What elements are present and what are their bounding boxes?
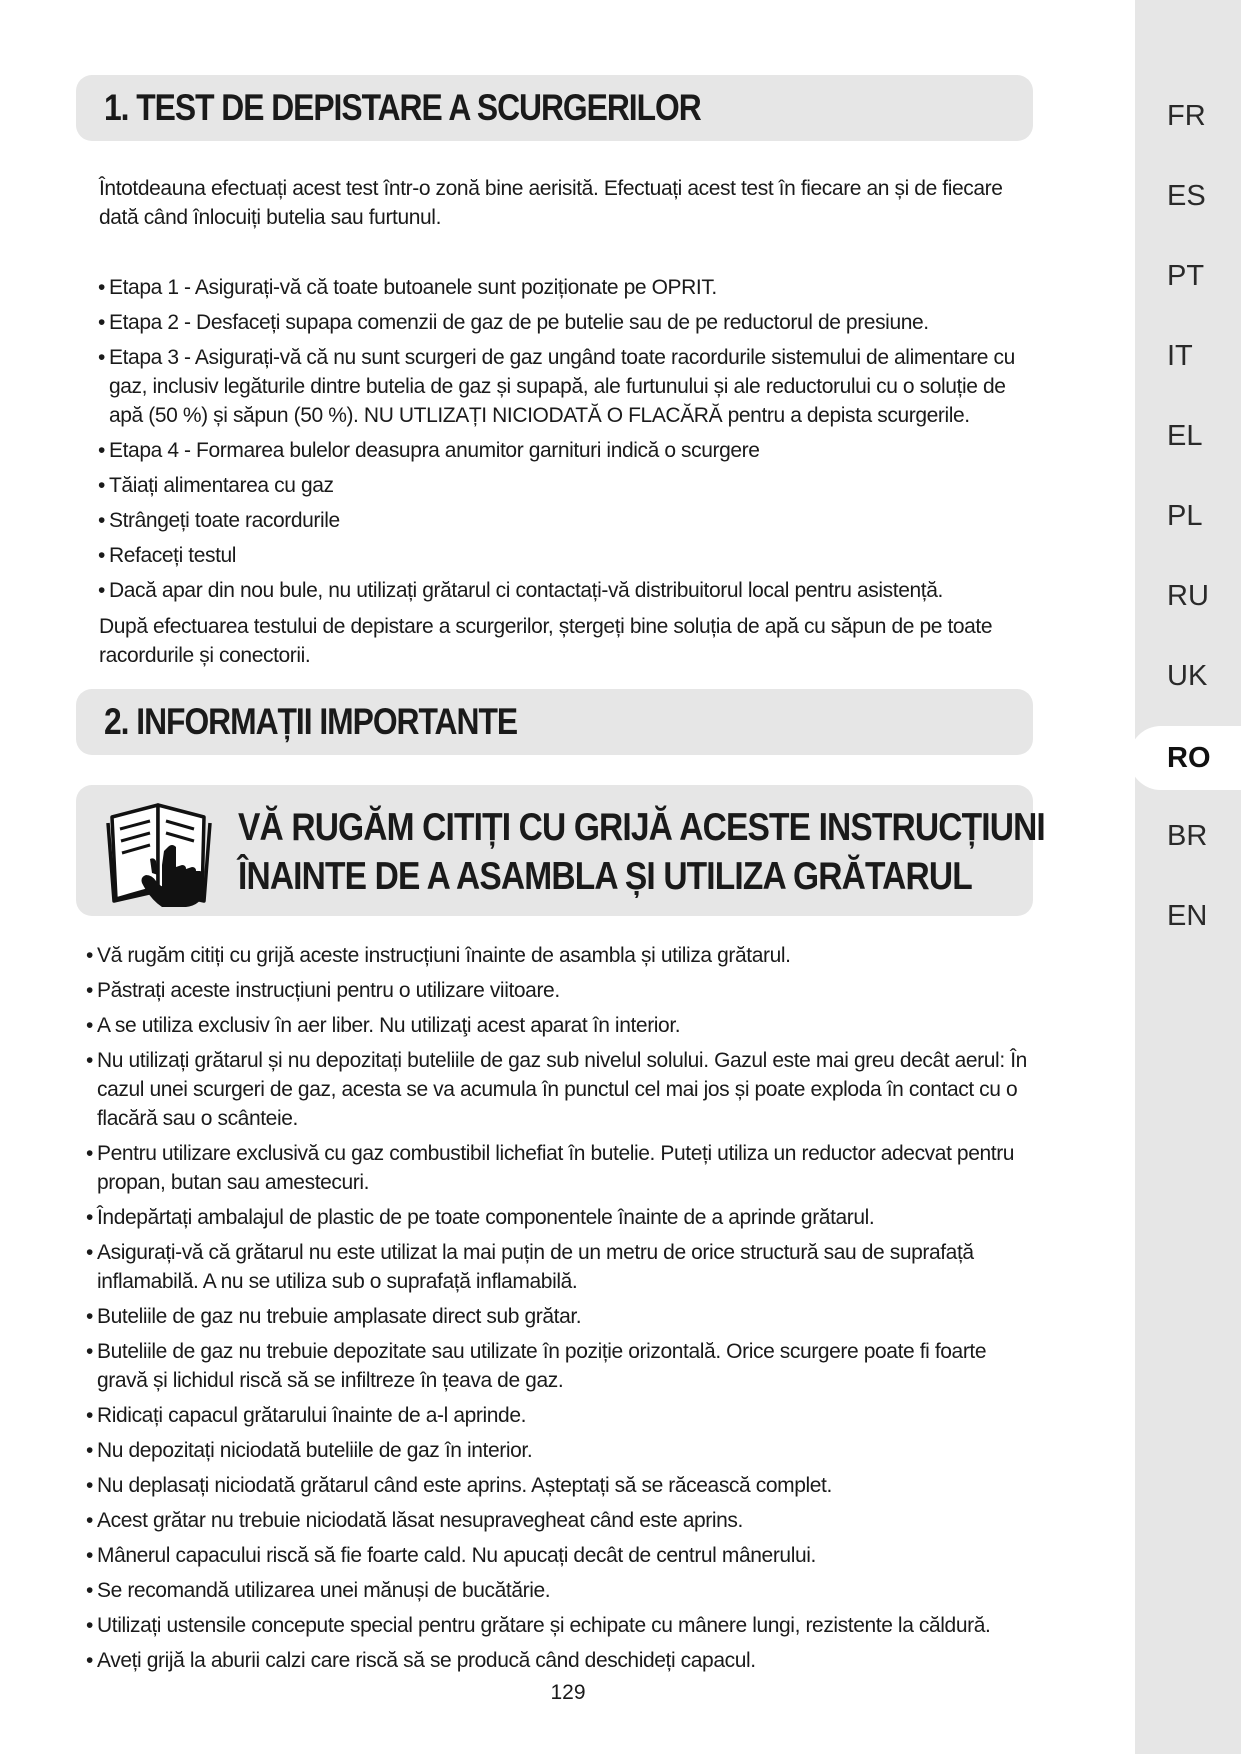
warning-line-1: VĂ RUGĂM CITIȚI CU GRIJĂ ACESTE INSTRUCȚIUNI [238, 806, 1045, 849]
list-item: • Etapa 4 - Formarea bulelor deasupra anumitor garnituri indică o scurgere [98, 436, 1036, 465]
list-item: • Păstrați aceste instrucțiuni pentru o utilizare viitoare. [86, 976, 1036, 1005]
intro-paragraph: Întotdeauna efectuați acest test într-o zonă bine aerisită. Efectuați acest test în fiecare an și de fiecare dată când înlocuiți butelia sau furtunul. [99, 177, 1003, 229]
list-item: • Asigurați-vă că grătarul nu este utilizat la mai puțin de un metru de orice structură sau de suprafață inflamabilă. A nu se utiliza sub o suprafață inflamabilă. [86, 1238, 1036, 1296]
safety-instructions-list [86, 941, 1036, 1681]
list-item: • Aveți grijă la aburii calzi care riscă să se producă când deschideți capacul. [86, 1646, 1036, 1675]
list-item: • Vă rugăm citiți cu grijă aceste instrucțiuni înainte de asambla și utiliza grătarul. [86, 941, 1036, 970]
warning-heading [238, 803, 1045, 901]
list-item: • Ridicați capacul grătarului înainte de a-l aprinde. [86, 1401, 1036, 1430]
list-item: • Nu deplasați niciodată grătarul când este aprins. Așteptați să se răcească complet. [86, 1471, 1036, 1500]
language-tab-ro[interactable]: RO [1129, 726, 1241, 790]
page-number-text: 129 [550, 1681, 586, 1704]
language-tab-ru[interactable]: RU [1167, 579, 1209, 612]
list-item: • Buteliile de gaz nu trebuie depozitate sau utilizate în poziție orizontală. Orice scurgere poate fi foarte gravă și lichidul riscă să se infiltreze în țeava de gaz. [86, 1337, 1036, 1395]
language-tab-el[interactable]: EL [1167, 419, 1203, 452]
list-item: • Refaceți testul [98, 541, 1036, 570]
list-item: • Dacă apar din nou bule, nu utilizați grătarul ci contactați-vă distribuitorul local pentru asistență. [98, 576, 1036, 605]
warning-line-2: ÎNAINTE DE A ASAMBLA ȘI UTILIZA GRĂTARUL [238, 855, 972, 898]
list-item: • Acest grătar nu trebuie niciodată lăsat nesupravegheat când este aprins. [86, 1506, 1036, 1535]
read-instructions-warning [76, 785, 1045, 916]
manual-book-icon [106, 795, 218, 907]
leak-test-steps [98, 273, 1036, 611]
list-item: • Etapa 2 - Desfaceți supapa comenzii de gaz de pe butelie sau de pe reductorul de presiune. [98, 308, 1036, 337]
language-tab-it[interactable]: IT [1167, 339, 1193, 372]
list-item: • A se utiliza exclusiv în aer liber. Nu utilizaţi acest aparat în interior. [86, 1011, 1036, 1040]
language-tab-en[interactable]: EN [1167, 899, 1208, 932]
list-item: • Buteliile de gaz nu trebuie amplasate direct sub grătar. [86, 1302, 1036, 1331]
list-item: • Îndepărtați ambalajul de plastic de pe toate componentele înainte de a aprinde grătarul. [86, 1203, 1036, 1232]
language-tab-es[interactable]: ES [1167, 179, 1206, 212]
section-title: 1. TEST DE DEPISTARE A SCURGERILOR [104, 87, 701, 128]
language-tab-uk[interactable]: UK [1167, 659, 1208, 692]
language-sidebar [1135, 0, 1241, 1754]
list-item: • Tăiați alimentarea cu gaz [98, 471, 1036, 500]
section-header-leak-test [76, 75, 1033, 141]
outro-paragraph: După efectuarea testului de depistare a scurgerilor, ștergeți bine soluția de apă cu săpun de pe toate racordurile și conectorii. [99, 615, 993, 667]
list-item: • Strângeți toate racordurile [98, 506, 1036, 535]
language-tab-br[interactable]: BR [1167, 819, 1208, 852]
list-item: • Nu depozitați niciodată buteliile de gaz în interior. [86, 1436, 1036, 1465]
language-tab-pl[interactable]: PL [1167, 499, 1203, 532]
list-item: • Utilizați ustensile concepute special pentru grătare și echipate cu mânere lungi, rezistente la căldură. [86, 1611, 1036, 1640]
language-tab-fr[interactable]: FR [1167, 99, 1206, 132]
list-item: • Mânerul capacului riscă să fie foarte cald. Nu apucați decât de centrul mânerului. [86, 1541, 1036, 1570]
page-number [0, 1681, 1241, 1705]
list-item: • Etapa 3 - Asigurați-vă că nu sunt scurgeri de gaz ungând toate racordurile sistemului de alimentare cu gaz, inclusiv legăturile dintre butelia de gaz și supapă, ale furtunului și ale reductorului cu o soluție de apă (50 %) și săpun (50 %). NU UTLIZAȚI NICIODATĂ O FLACĂRĂ pentru a depista scurgerile. [98, 343, 1036, 430]
list-item: • Pentru utilizare exclusivă cu gaz combustibil lichefiat în butelie. Puteți utiliza un reductor adecvat pentru propan, butan sau amestecuri. [86, 1139, 1036, 1197]
list-item: • Etapa 1 - Asigurați-vă că toate butoanele sunt poziționate pe OPRIT. [98, 273, 1036, 302]
section-title: 2. INFORMAȚII IMPORTANTE [104, 701, 518, 742]
list-item: • Nu utilizați grătarul și nu depozitați buteliile de gaz sub nivelul solului. Gazul este mai greu decât aerul: În cazul unei scurgeri de gaz, acesta se va acumula în punctul cel mai jos și poate exploda în contact cu o flacără sau o scânteie. [86, 1046, 1036, 1133]
language-tab-pt[interactable]: PT [1167, 259, 1205, 292]
list-item: • Se recomandă utilizarea unei mănuși de bucătărie. [86, 1576, 1036, 1605]
section-header-important-info [76, 689, 1033, 755]
